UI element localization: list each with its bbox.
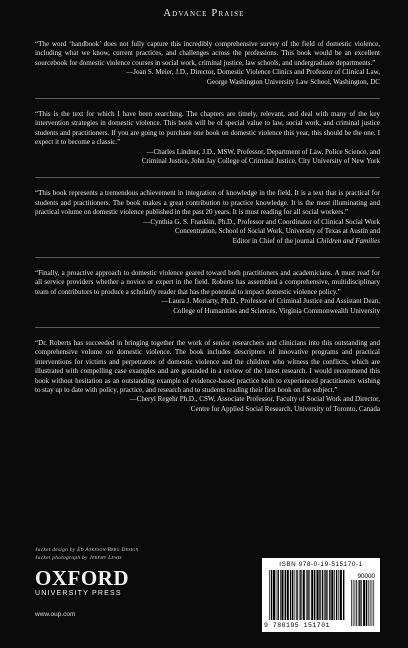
quote-franklin — [35, 189, 380, 245]
attribution-line: —Joan S. Meier, J.D., Director, Domestic Violence Clinics and Professor of Clinical Law, — [126, 68, 380, 77]
attribution-line: George Washington University Law School, Washington, DC — [206, 77, 380, 86]
logo-wordmark: OXFORD — [35, 566, 129, 590]
publisher-url: www.oup.com — [35, 611, 76, 618]
quote-text: “Dr. Roberts has succeeded in bringing together the work of senior researchers and clinicians into this outstanding and comprehensive volume on domestic violence. The book includes descriptors of innovative programs and practical interventions for victims and perpetrators of domestic violence and the children who witness the conflicts, which are illustrated with compelling case examples and are grounded in a review of the latest research. I would recommend this book without hesitation as an outstanding example of evidence-based practice both to experienced practitioners wishing to stay up to date with policy, practice, and research and to students reading their first book on the subject.” — [35, 338, 380, 394]
isbn-label: ISBN 978-0-19-515170-1 — [279, 561, 363, 568]
attribution-line: —Charles Lindner, J.D., MSW, Professor, Department of Law, Police Science, and — [146, 147, 380, 156]
barcode-icon — [268, 570, 346, 620]
quote-text: “The word ‘handbook’ does not fully capture this incredibly comprehensive survey of the field of domestic violence, including what we know, current practices, and challenges across the professions. This book would be an excellent sourcebook for domestic violence courses in social work, criminal justice, law schools, and undergraduate departments.” — [35, 40, 380, 67]
divider — [35, 327, 380, 328]
attribution-line: Editor in Chief of the journal — [232, 236, 317, 245]
journal-title: Children and Families — [316, 236, 380, 245]
divider — [35, 257, 380, 258]
credit-name: Ed Atkeson/Berg Design — [77, 547, 139, 553]
jacket-design-credit — [35, 546, 138, 554]
attribution-line: Concentration, School of Social Work, University of Texas at Austin and — [175, 227, 380, 236]
quote-attribution — [35, 148, 380, 167]
logo-subtitle: UNIVERSITY PRESS — [35, 590, 122, 597]
praise-quotes — [35, 40, 380, 414]
quote-attribution — [35, 395, 380, 414]
jacket-photo-credit — [35, 554, 138, 562]
credit-label: Jacket design by — [35, 547, 76, 553]
divider — [35, 177, 380, 178]
divider — [35, 98, 380, 99]
attribution-line: Centre for Applied Social Research, University of Toronto, Canada — [190, 404, 380, 413]
quote-attribution — [35, 297, 380, 316]
jacket-credits — [35, 546, 138, 562]
attribution-line: —Cynthia G. S. Franklin, Ph.D., Professor and Coordinator of Clinical Social Work — [143, 217, 380, 226]
quote-text: “This is the text for which I have been searching. The chapters are timely, relevant, and deal with many of the key intervention strategies in domestic violence. This book will be of special value to law, social work, and criminal justice students and practitioners. If you are going to purchase one book on domestic violence this year, this should be the one. I expect it to become a classic.” — [35, 110, 380, 147]
quote-regehr — [35, 339, 380, 414]
quote-lindner — [35, 110, 380, 166]
attribution-line: College of Humanities and Sciences, Virginia Commonwealth University — [173, 306, 380, 315]
attribution-line: —Laura J. Moriarty, Ph.D., Professor of Criminal Justice and Assistant Dean, — [161, 297, 380, 306]
quote-text: “Finally, a proactive approach to domestic violence geared toward both practitioners and academicians. A must read for all service providers whether a novice or expert in the field. Roberts has assembled a comprehensive, multidisciplinary team of contributors to produce a scholarly reader that has the potential to impact domestic violence policy.” — [35, 268, 380, 296]
price-code: 90000 — [357, 573, 375, 580]
credit-label: Jacket photograph by — [35, 555, 88, 561]
attribution-line: —Cheryl Regehr Ph.D., CSW, Associate Professor, Faculty of Social Work and Director, — [129, 395, 380, 404]
quote-attribution — [35, 218, 380, 246]
section-heading: Advance Praise — [163, 8, 245, 19]
publisher-logo — [35, 566, 129, 597]
quote-meier — [35, 40, 380, 87]
quote-attribution — [35, 68, 380, 87]
attribution-line: Criminal Justice, John Jay College of Criminal Justice, City University of New York — [141, 157, 380, 166]
credit-name: Jeremy Lewis — [89, 555, 122, 561]
quote-text: “This book represents a tremendous achievement in integration of knowledge in the field. It is a text that is practical for students and practitioners. The book makes a great contribution to practice knowledge. It is the most illuminating and practical volume on domestic violence published in the past 20 years. It is must reading for all social workers.” — [35, 189, 380, 217]
price-barcode-icon — [350, 580, 376, 626]
barcode-digits: 9 780195 151701 — [264, 622, 331, 629]
barcode-block — [262, 558, 380, 632]
quote-moriarty — [35, 269, 380, 316]
